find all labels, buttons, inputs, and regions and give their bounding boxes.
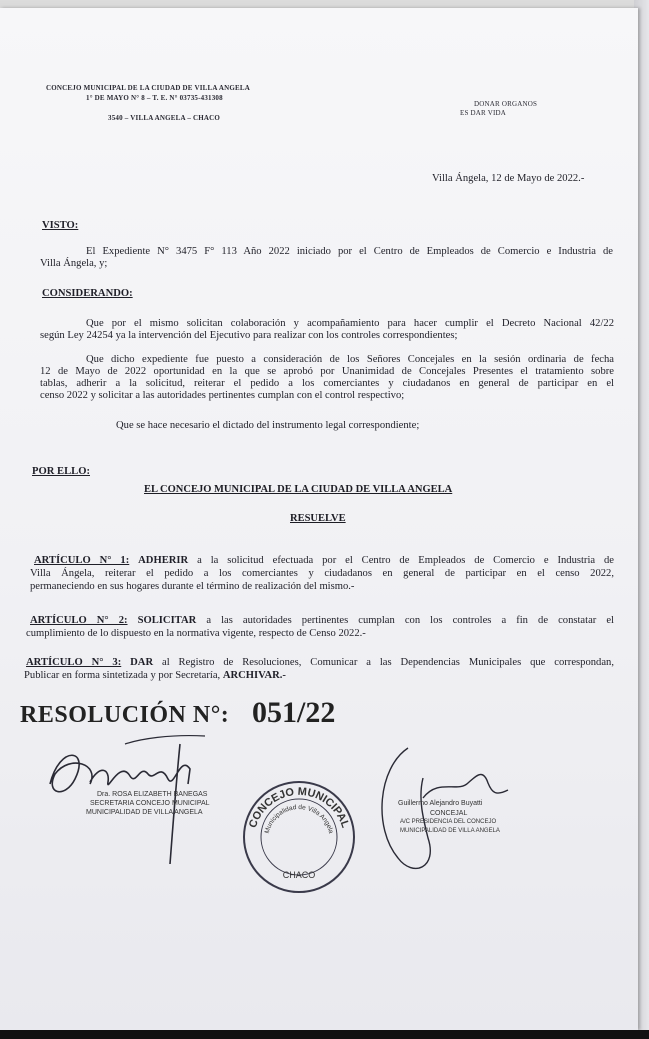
considerando-p3-line-1: Que se hace necesario el dictado del instrumento legal correspondiente; <box>116 420 420 431</box>
articulo-3-verb: DAR <box>130 657 154 668</box>
seal-top-text: CONCEJO MUNICIPAL <box>246 785 352 830</box>
articulo-2-line-1 <box>30 615 614 627</box>
right-signer-role-2: A/C PRESIDENCIA DEL CONCEJO <box>400 819 497 825</box>
resolution-number: 051/22 <box>252 696 336 729</box>
considerando-p2-line-2: 12 de Mayo de 2022 oportunidad en la que se aprobó por Unanimidad de Concejales Presentes el tratamiento sobre <box>40 366 614 377</box>
right-signer-role-3: MUNICIPALIDAD DE VILLA ANGELA <box>400 828 500 834</box>
visto-heading: VISTO: <box>42 220 79 231</box>
articulo-2-label: ARTÍCULO N° 2: <box>30 615 128 626</box>
articulo-2-text: a las autoridades pertinentes cumplan con los controles a fin de constatar el <box>196 615 615 626</box>
letterhead-line-2: 1° DE MAYO N° 8 – T. E. N° 03735-431308 <box>86 94 223 102</box>
document-page <box>0 8 638 1030</box>
right-signer-name: Guillermo Alejandro Buyatti <box>398 800 483 807</box>
articulo-1-text: a la solicitud efectuada por el Centro de Empleados de Comercio e Industria de <box>188 555 615 566</box>
articulo-1-line-2: Villa Ángela, reiterar el pedido a los comerciantes y ciudadanos en general de participar en el censo 2022, <box>30 568 614 579</box>
bottom-bar <box>0 1030 649 1039</box>
letterhead-line-1: CONCEJO MUNICIPAL DE LA CIUDAD DE VILLA ANGELA <box>46 84 250 92</box>
articulo-3-text: al Registro de Resoluciones, Comunicar a las Dependencias Municipales que correspondan, <box>153 657 614 668</box>
resolution-label: RESOLUCIÓN N°: <box>20 702 230 728</box>
articulo-3-archivar: ARCHIVAR.- <box>222 670 286 681</box>
considerando-p1-line-2: según Ley 24254 ya la intervención del Ejecutivo para realizar con los controles correspondientes; <box>40 330 458 341</box>
seal-bottom-text: CHACO <box>282 870 316 880</box>
visto-line-1: El Expediente N° 3475 F° 113 Año 2022 iniciado por el Centro de Empleados de Comercio e Industria de <box>86 246 613 257</box>
articulo-1-line-3: permaneciendo en sus hogares durante el término de realización del mismo.- <box>30 581 355 592</box>
seal-inner-text: Municipalidad de Villa Angela <box>263 803 335 835</box>
considerando-p2-line-3: tablas, adherir a la solicitud, reiterar el pedido a los comerciantes y ciudadanos en general de participar en el <box>40 378 614 389</box>
por-ello-heading: POR ELLO: <box>32 466 90 477</box>
considerando-p1-line-1: Que por el mismo solicitan colaboración y acompañamiento para hacer cumplir el Decreto Nacional 42/22 <box>86 318 614 329</box>
letterhead-line-3: 3540 – VILLA ANGELA – CHACO <box>108 114 221 122</box>
articulo-1-verb: ADHERIR <box>138 555 189 566</box>
resuelve-heading: RESUELVE <box>290 513 346 524</box>
slogan-line-1: DONAR ORGANOS <box>474 100 538 108</box>
articulo-3-label: ARTÍCULO N° 3: <box>26 657 122 668</box>
articulo-2-line-2: cumplimiento de lo dispuesto en la normativa vigente, respecto de Censo 2022.- <box>26 628 366 639</box>
articulo-3-line-1 <box>26 657 614 669</box>
articulo-1-label: ARTÍCULO N° 1: <box>34 555 130 566</box>
left-signer-name: Dra. ROSA ELIZABETH BANEGAS <box>97 791 208 798</box>
articulo-2-verb: SOLICITAR <box>137 615 197 626</box>
articulo-3-line-2-text: Publicar en forma sintetizada y por Secretaría, <box>24 670 223 681</box>
considerando-p2-line-1: Que dicho expediente fue puesto a consideración de los Señores Concejales en la sesión ordinaria de fecha <box>86 354 614 365</box>
right-signer-role-1: CONCEJAL <box>430 810 468 817</box>
slogan-line-2: ES DAR VIDA <box>460 109 507 117</box>
articulo-1-line-1 <box>34 555 614 567</box>
left-signer-role-1: SECRETARIA CONCEJO MUNICIPAL <box>90 800 210 807</box>
visto-line-2: Villa Ángela, y; <box>40 258 108 269</box>
articulo-3-line-2 <box>24 670 286 682</box>
date-line: Villa Ángela, 12 de Mayo de 2022.- <box>432 173 585 184</box>
council-title: EL CONCEJO MUNICIPAL DE LA CIUDAD DE VILLA ANGELA <box>144 484 453 495</box>
considerando-p2-line-4: censo 2022 y solicitar a las autoridades pertinentes cumplan con el control respectivo; <box>40 390 405 401</box>
council-seal <box>240 778 358 896</box>
considerando-heading: CONSIDERANDO: <box>42 288 133 299</box>
left-signer-role-2: MUNICIPALIDAD DE VILLA ANGELA <box>86 809 203 816</box>
